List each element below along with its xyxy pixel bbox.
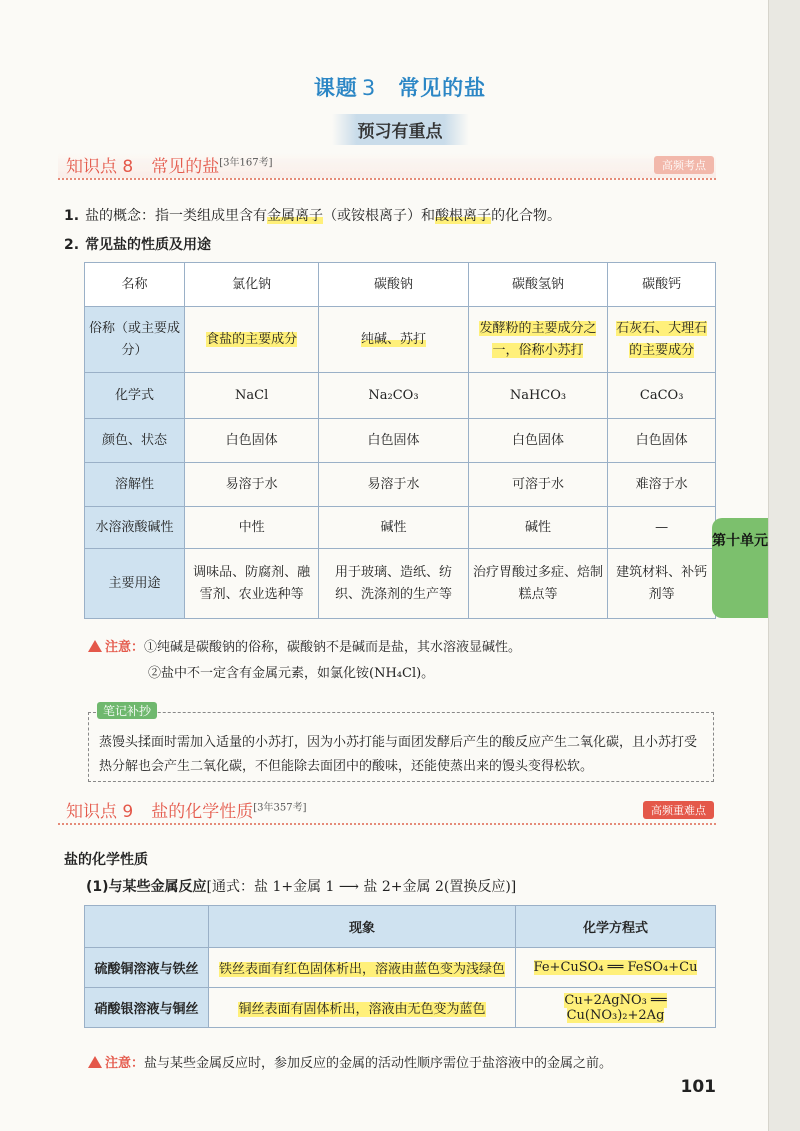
table-cell: 白色固体 [319, 419, 468, 463]
table-cell: 化学方程式 [516, 906, 716, 948]
table-cell: 碱性 [319, 507, 468, 549]
table-cell: 碱性 [468, 507, 608, 549]
table-cell [85, 906, 209, 948]
table-cell: 硝酸银溶液与铜丝 [85, 988, 209, 1028]
notes-tag: 笔记补抄 [97, 702, 157, 719]
warning-icon [88, 640, 102, 652]
table-cell: 氯化钠 [185, 263, 319, 307]
table-row [85, 373, 716, 419]
kp-tag: 高频重难点 [643, 801, 714, 819]
reaction-intro: (1)与某些金属反应[通式：盐 1+金属 1 ⟶ 盐 2+金属 2(置换反应)] [86, 879, 517, 895]
table-cell: Na₂CO₃ [319, 373, 468, 419]
table-cell: 建筑材料、补钙剂等 [608, 549, 716, 619]
table-row [85, 549, 716, 619]
table-cell: 白色固体 [185, 419, 319, 463]
kp-label: 知识点 9 [66, 802, 134, 822]
table-cell: 颜色、状态 [85, 419, 185, 463]
table-cell: 食盐的主要成分 [185, 307, 319, 373]
table-row [85, 988, 716, 1028]
warning-icon [88, 1056, 102, 1068]
table-row [85, 307, 716, 373]
table-header-row [85, 906, 716, 948]
kp-title: 常见的盐 [151, 157, 220, 177]
section-heading: 盐的化学性质 [64, 852, 148, 868]
common-salts-table [84, 262, 716, 619]
table-cell: 白色固体 [468, 419, 608, 463]
table-cell: CaCO₃ [608, 373, 716, 419]
table-cell: 铁丝表面有红色固体析出，溶液由蓝色变为浅绿色 [209, 948, 516, 988]
table-cell: — [608, 507, 716, 549]
table-cell: NaCl [185, 373, 319, 419]
table-cell: 现象 [209, 906, 516, 948]
table-cell: 名称 [85, 263, 185, 307]
table-cell: 碳酸氢钠 [468, 263, 608, 307]
table-cell: 化学式 [85, 373, 185, 419]
page-number: 101 [680, 1077, 716, 1097]
notes-text: 蒸馒头揉面时需加入适量的小苏打，因为小苏打能与面团发酵后产生的酸反应产生二氧化碳，且小苏打受热分解也会产生二氧化碳，不但能除去面团中的酸味，还能使蒸出来的馒头变得松软。 [99, 735, 698, 774]
table-cell: 易溶于水 [319, 463, 468, 507]
table-cell: 治疗胃酸过多症、焙制糕点等 [468, 549, 608, 619]
knowledge-point-9-header [58, 797, 716, 825]
table-cell: Fe+CuSO₄ ══ FeSO₄+Cu [516, 948, 716, 988]
table-cell: 石灰石、大理石的主要成分 [608, 307, 716, 373]
table-cell: 水溶液酸碱性 [85, 507, 185, 549]
table-cell: 铜丝表面有固体析出，溶液由无色变为蓝色 [209, 988, 516, 1028]
table-cell: NaHCO₃ [468, 373, 608, 419]
salt-definition: 1. 盐的概念：指一类组成里含有金属离子（或铵根离子）和酸根离子的化合物。 [64, 208, 562, 224]
table-cell: 难溶于水 [608, 463, 716, 507]
table-cell: 可溶于水 [468, 463, 608, 507]
table-cell: 碳酸钠 [319, 263, 468, 307]
kp-tag: 高频考点 [654, 156, 714, 174]
kp-frequency: [3年357考] [253, 802, 307, 814]
table-row [85, 463, 716, 507]
table-cell: 白色固体 [608, 419, 716, 463]
table-cell: 中性 [185, 507, 319, 549]
unit-side-tab: 第十单元 [712, 518, 768, 618]
knowledge-point-8-header [58, 152, 716, 180]
table-row [85, 948, 716, 988]
table-cell: 碳酸钙 [608, 263, 716, 307]
table-cell: Cu+2AgNO₃ ══ Cu(NO₃)₂+2Ag [516, 988, 716, 1028]
table-cell: 易溶于水 [185, 463, 319, 507]
table-cell: 俗称（或主要成分） [85, 307, 185, 373]
table-cell: 调味品、防腐剂、融雪剂、农业选种等 [185, 549, 319, 619]
table-cell: 硫酸铜溶液与铁丝 [85, 948, 209, 988]
kp-frequency: [3年167考] [219, 157, 273, 169]
note-1: 注意：①纯碱是碳酸钠的俗称，碳酸钠不是碱而是盐，其水溶液显碱性。 [88, 636, 521, 655]
reaction-table [84, 905, 716, 1028]
table-cell: 溶解性 [85, 463, 185, 507]
table-row [85, 507, 716, 549]
table-row [85, 419, 716, 463]
kp-title: 盐的化学性质 [151, 802, 254, 822]
section-2-heading: 2. 常见盐的性质及用途 [64, 237, 212, 253]
notes-box [88, 704, 714, 782]
preview-banner: 预习有重点 [0, 114, 800, 145]
table-cell: 用于玻璃、造纸、纺织、洗涤剂的生产等 [319, 549, 468, 619]
note-1-line-2: ②盐中不一定含有金属元素，如氯化铵(NH₄Cl)。 [148, 666, 435, 681]
note-2: 注意：盐与某些金属反应时，参加反应的金属的活动性顺序需位于盐溶液中的金属之前。 [88, 1052, 612, 1071]
table-cell: 纯碱、苏打 [319, 307, 468, 373]
table-cell: 发酵粉的主要成分之一，俗称小苏打 [468, 307, 608, 373]
table-header-row [85, 263, 716, 307]
table-cell: 主要用途 [85, 549, 185, 619]
kp-label: 知识点 8 [66, 157, 134, 177]
page-edge [768, 0, 800, 1131]
lesson-title: 课题 3 常见的盐 [313, 76, 487, 100]
